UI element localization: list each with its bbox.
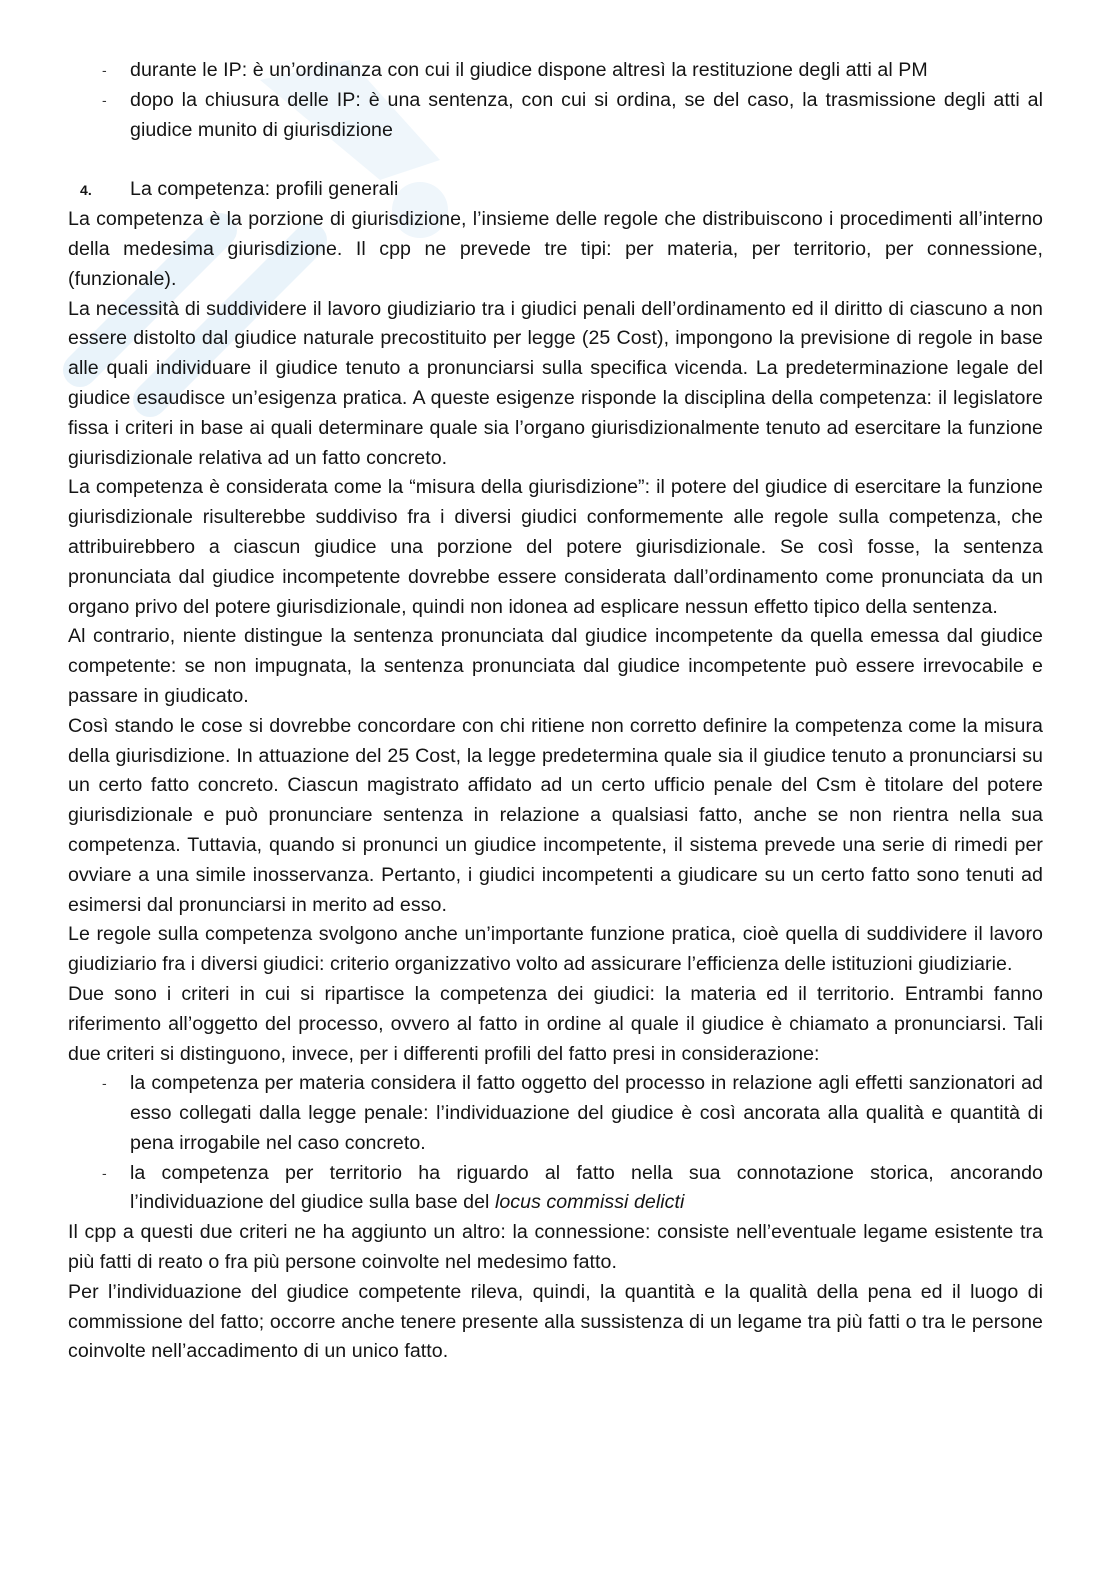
paragraph: Per l’individuazione del giudice competente rileva, quindi, la quantità e la qualità della pena ed il luogo di commissione del fatto; occorre anche tenere presente alla sussistenza di un legame tra più fatti o tra le persone coinvolte nell’accadimento di un unico fatto. [68,1280,1043,1363]
section-title: La competenza: profili generali [130,178,399,201]
top-bullet-list [68,56,1043,145]
document-page [68,56,1043,1367]
list-item [68,1069,1043,1158]
bullet-text: dopo la chiusura delle IP: è una sentenza, con cui si ordina, se del caso, la trasmissione degli atti al giudice munito di giurisdizione [130,88,1043,141]
list-item [68,86,1043,146]
paragraph: Due sono i criteri in cui si ripartisce la competenza dei giudici: la materia ed il territorio. Entrambi fanno riferimento all’oggetto del processo, ovvero al fatto in ordine al quale il giudice è chiamato a pronunciarsi. Tali due criteri si distinguono, invece, per i differenti profili del fatto presi in considerazione: [68,982,1043,1065]
bullet-text: la competenza per materia considera il fatto oggetto del processo in relazione agli effetti sanzionatori ad esso collegati dalla legge penale: l’individuazione del giudice è così ancorata alla qualità e quantità di pena irrogabile nel caso concreto. [130,1072,1043,1154]
list-item [68,56,1043,86]
criteria-bullet-list [68,1069,1043,1218]
paragraph: Al contrario, niente distingue la sentenza pronunciata dal giudice incompetente da quella emessa dal giudice competente: se non impugnata, la sentenza pronunciata dal giudice incompetente può essere irrevocabile e passare in giudicato. [68,625,1043,707]
bullet-text: durante le IP: è un’ordinanza con cui il giudice dispone altresì la restituzione degli atti al PM [130,59,928,81]
paragraph: Le regole sulla competenza svolgono anche un’importante funzione pratica, cioè quella di suddividere il lavoro giudiziario fra i diversi giudici: criterio organizzativo volto ad assicurare l’efficienza delle istituzioni giudiziarie. [68,923,1043,976]
bullet-text: la competenza per territorio ha riguardo al fatto nella sua connotazione storica, ancorando l’individuazione del giudice sulla base del [130,1161,1043,1214]
paragraph: La competenza è la porzione di giurisdizione, l’insieme delle regole che distribuiscono i procedimenti all’interno della medesima giurisdizione. Il cpp ne prevede tre tipi: per materia, per territorio, per connessione, (funzionale). [68,208,1043,290]
bullet-dash: - [102,91,107,108]
latin-term: locus commissi delicti [494,1191,685,1214]
bullet-dash: - [102,1164,107,1181]
paragraph: La necessità di suddividere il lavoro giudiziario tra i giudici penali dell’ordinamento ed il diritto di ciascuno a non essere distolto dal giudice naturale precostituito per legge (25 Cost), impongono la previsione di regole in base alle quali individuare il giudice tenuto a pronunciarsi sulla specifica vicenda. La predeterminazione legale del giudice esaudisce un’esigenza pratica. A queste esigenze risponde la disciplina della competenza: il legislatore fissa i criteri in base ai quali determinare quale sia l’organo giurisdizionalmente tenuto ad esercitare la funzione giurisdizionale relativa ad un fatto concreto. [68,297,1043,469]
list-item [68,1159,1043,1219]
paragraph: Così stando le cose si dovrebbe concordare con chi ritiene non corretto definire la competenza come la misura della giurisdizione. In attuazione del 25 Cost, la legge predetermina quale sia il giudice tenuto a pronunciarsi su un certo fatto concreto. Ciascun magistrato affidato ad un certo ufficio penale del Csm è titolare del potere giurisdizionale e può pronunciare sentenza in relazione a qualsiasi fatto, anche se non rientra nella sua competenza. Tuttavia, quando si pronunci un giudice incompetente, il sistema prevede una serie di rimedi per ovviare a una simile inosservanza. Pertanto, i giudici incompetenti a giudicare su un certo fatto sono tenuti ad esimersi dal pronunciarsi in merito ad esso. [68,714,1043,916]
bullet-dash: - [102,62,107,78]
paragraph: Il cpp a questi due criteri ne ha aggiunto un altro: la connessione: consiste nell’eventuale legame esistente tra più fatti di reato o fra più persone coinvolte nel medesimo fatto. [68,1221,1043,1274]
paragraph: La competenza è considerata come la “misura della giurisdizione”: il potere del giudice di esercitare la funzione giurisdizionale risulterebbe suddiviso fra i diversi giudici conformemente alle regole sulla competenza, che attribuirebbero a ciascun giudice una porzione del potere giurisdizionale. Se così fosse, la sentenza pronunciata dal giudice incompetente dovrebbe essere considerata dall’ordinamento come pronunciata da un organo privo del potere giurisdizionale, quindi non idonea ad esplicare nessun effetto tipico della sentenza. [68,476,1043,618]
bullet-dash: - [102,1075,107,1092]
section-heading [68,175,1043,205]
section-number: 4. [80,182,92,199]
